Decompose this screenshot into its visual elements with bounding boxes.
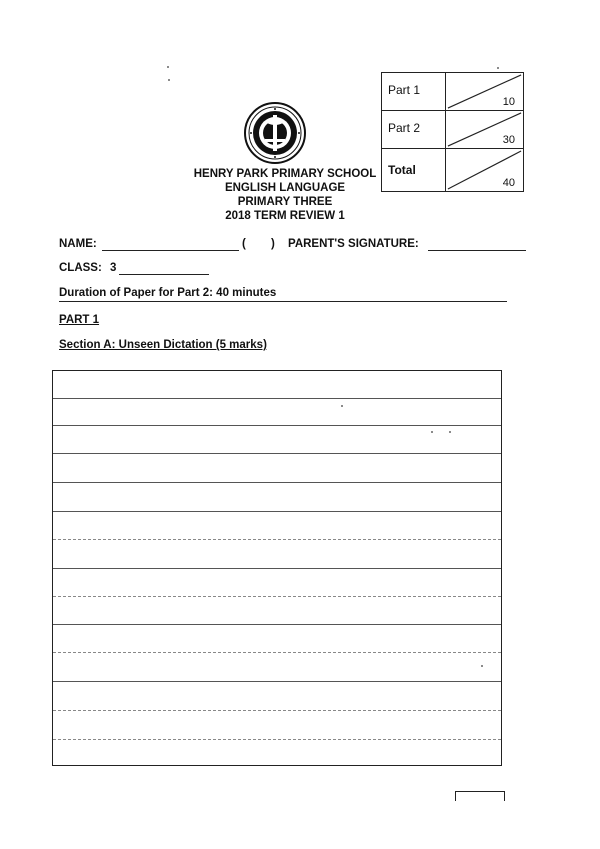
name-field[interactable] bbox=[102, 250, 239, 251]
scan-speck bbox=[341, 405, 343, 407]
score-label: Part 1 bbox=[388, 83, 421, 97]
writing-line bbox=[53, 568, 501, 569]
writing-line bbox=[53, 511, 501, 512]
subject-title: ENGLISH LANGUAGE bbox=[224, 182, 346, 194]
school-name: HENRY PARK PRIMARY SCHOOL bbox=[193, 168, 377, 180]
score-max: 40 bbox=[502, 177, 515, 189]
writing-line bbox=[53, 710, 501, 711]
scan-speck bbox=[168, 79, 170, 81]
score-table bbox=[381, 72, 524, 192]
name-label: NAME: bbox=[59, 238, 97, 250]
signature-field[interactable] bbox=[428, 250, 526, 251]
score-row-total bbox=[382, 149, 523, 191]
writing-line bbox=[53, 739, 501, 740]
level-title: PRIMARY THREE bbox=[237, 196, 333, 208]
class-field[interactable] bbox=[119, 274, 209, 275]
scan-speck bbox=[449, 431, 451, 433]
score-cell[interactable] bbox=[445, 111, 523, 148]
signature-label: PARENT'S SIGNATURE: bbox=[288, 238, 419, 250]
divider bbox=[59, 301, 507, 302]
score-max: 30 bbox=[502, 134, 515, 146]
writing-line bbox=[53, 398, 501, 399]
part-title: PART 1 bbox=[59, 314, 100, 326]
score-cell[interactable] bbox=[445, 73, 523, 110]
writing-line bbox=[53, 596, 501, 597]
dictation-answer-box[interactable] bbox=[52, 370, 502, 766]
scan-speck bbox=[431, 431, 433, 433]
school-crest-logo bbox=[243, 101, 307, 165]
score-cell[interactable] bbox=[445, 149, 523, 191]
writing-line bbox=[53, 652, 501, 653]
index-close-bracket: ) bbox=[271, 238, 275, 250]
class-label: CLASS: bbox=[59, 262, 102, 274]
section-a-title: Section A: Unseen Dictation (5 marks) bbox=[59, 339, 267, 351]
score-row-part-1 bbox=[382, 73, 523, 111]
writing-line bbox=[53, 425, 501, 426]
index-number-field[interactable] bbox=[250, 238, 268, 252]
class-value: 3 bbox=[110, 262, 117, 274]
duration-note: Duration of Paper for Part 2: 40 minutes bbox=[59, 287, 277, 299]
writing-line bbox=[53, 681, 501, 682]
score-row-part-2 bbox=[382, 111, 523, 149]
scan-speck bbox=[167, 66, 169, 68]
score-max: 10 bbox=[502, 96, 515, 108]
exam-title: 2018 TERM REVIEW 1 bbox=[225, 210, 345, 222]
index-open-bracket: ( bbox=[242, 238, 246, 250]
writing-line bbox=[53, 624, 501, 625]
score-label: Part 2 bbox=[388, 121, 421, 135]
scan-speck bbox=[481, 665, 483, 667]
writing-line bbox=[53, 482, 501, 483]
score-label: Total bbox=[388, 163, 416, 177]
writing-line bbox=[53, 539, 501, 540]
page-corner-marker bbox=[455, 791, 505, 801]
scan-speck bbox=[497, 67, 499, 69]
writing-line bbox=[53, 453, 501, 454]
